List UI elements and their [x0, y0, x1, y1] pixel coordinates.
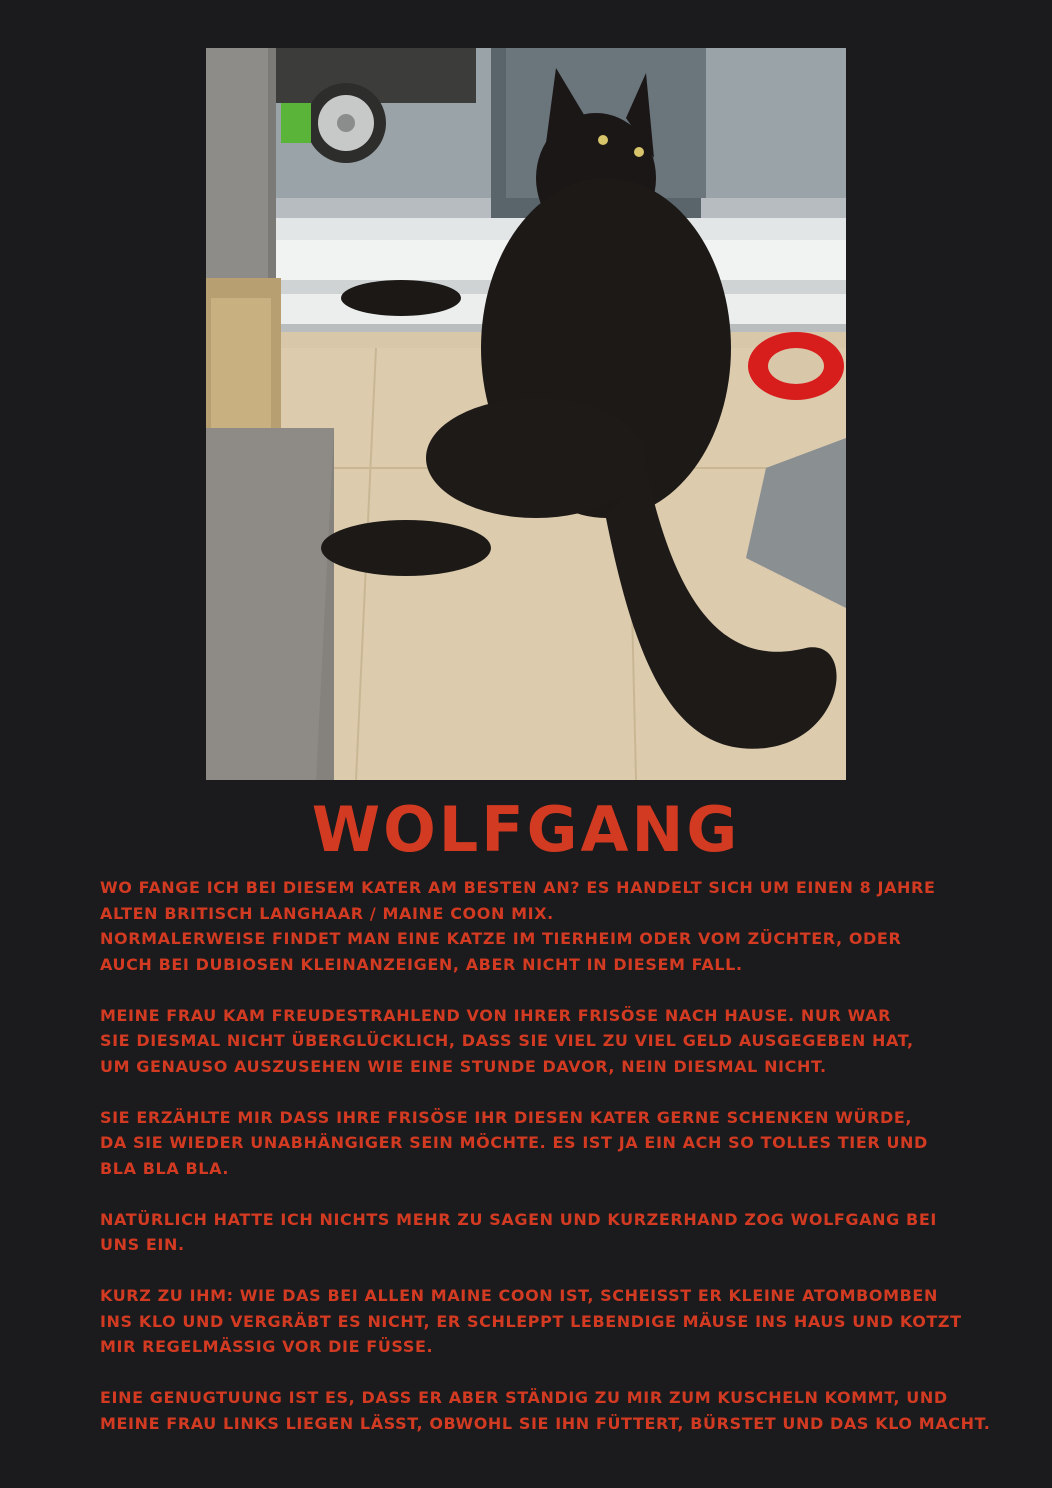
paragraph [100, 1283, 1020, 1360]
text-line: NORMALERWEISE FINDET MAN EINE KATZE IM TIERHEIM ODER VOM ZÜCHTER, ODER [100, 929, 902, 948]
text-line: UM GENAUSO AUSZUSEHEN WIE EINE STUNDE DAVOR, NEIN DIESMAL NICHT. [100, 1056, 827, 1076]
text-line: KURZ ZU IHM: WIE DAS BEI ALLEN MAINE COON IST, SCHEISST ER KLEINE ATOMBOMBEN [100, 1286, 938, 1305]
text-line: ALTEN BRITISCH LANGHAAR / MAINE COON MIX. [100, 903, 554, 923]
story-text [100, 875, 1020, 1462]
text-line: EINE GENUGTUUNG IST ES, DASS ER ABER STÄNDIG ZU MIR ZUM KUSCHELN KOMMT, UND [100, 1388, 948, 1407]
paragraph [100, 1003, 1020, 1080]
paragraph [100, 1385, 1020, 1436]
paragraph [100, 875, 1020, 977]
text-line: MEINE FRAU LINKS LIEGEN LÄSST, OBWOHL SIE IHN FÜTTERT, BÜRSTET UND DAS KLO MACHT. [100, 1413, 991, 1433]
text-line: INS KLO UND VERGRÄBT ES NICHT, ER SCHLEPPT LEBENDIGE MÄUSE INS HAUS UND KOTZT [100, 1311, 962, 1331]
page-title: WOLFGANG [311, 793, 741, 866]
text-line: BLA BLA BLA. [100, 1158, 230, 1178]
text-line: NATÜRLICH HATTE ICH NICHTS MEHR ZU SAGEN UND KURZERHAND ZOG WOLFGANG BEI [100, 1209, 937, 1229]
cat-photo [206, 48, 846, 780]
text-line: MEINE FRAU KAM FREUDESTRAHLEND VON IHRER FRISÖSE NACH HAUSE. NUR WAR [100, 1005, 892, 1025]
paragraph [100, 1207, 1020, 1258]
text-line: MIR REGELMÄSSIG VOR DIE FÜSSE. [100, 1337, 434, 1356]
text-line: SIE DIESMAL NICHT ÜBERGLÜCKLICH, DASS SIE VIEL ZU VIEL GELD AUSGEGEBEN HAT, [100, 1031, 914, 1050]
text-line: AUCH BEI DUBIOSEN KLEINANZEIGEN, ABER NICHT IN DIESEM FALL. [100, 954, 743, 974]
text-line: WO FANGE ICH BEI DIESEM KATER AM BESTEN AN? ES HANDELT SICH UM EINEN 8 JAHRE [100, 878, 936, 897]
text-line: UNS EIN. [100, 1235, 185, 1254]
paragraph [100, 1105, 1020, 1182]
text-line: DA SIE WIEDER UNABHÄNGIGER SEIN MÖCHTE. ES IST JA EIN ACH SO TOLLES TIER UND [100, 1133, 928, 1152]
text-line: SIE ERZÄHLTE MIR DASS IHRE FRISÖSE IHR DIESEN KATER GERNE SCHENKEN WÜRDE, [100, 1107, 913, 1127]
